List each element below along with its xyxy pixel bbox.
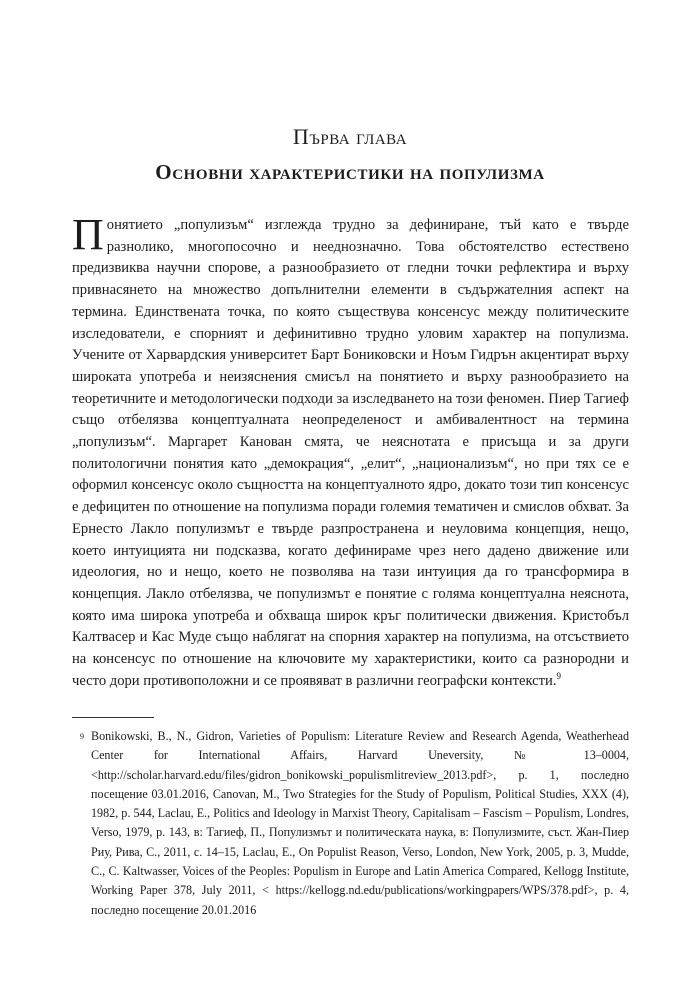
footnote-marker: 9 [80, 732, 84, 741]
footnote-text: Bonikowski, B., N., Gidron, Varieties of Populism: Literature Review and Research Agenda, Weatherhead Center for International Affairs, Harvard Uneversity, № 13–0004, <http://scholar.harvard.edu/files/gidron_bonikowski_populismlitreview_2013.pdf>, p. 1, последно посещение 03.01.2016, Canovan, M., Two Strategies for the Study of Populism, Political Studies, XXX (4), 1982, p. 544, Laclau, E., Politics and Ideology in Marxist Theory, Capitalisam – Fascism – Populism, Londres, Verso, 1979, p. 143, в: Тагиеф, П., Популизмът и политическата наука, в: Популизмите, съст. Жан-Пиер Риу, Рива, С., 2011, с. 14–15, Laclau, E., On Populist Reason, Verso, London, New York, 2005, p. 3, Mudde, C., C. Kaltwasser, Voices of the Peoples: Populism in Europe and Latin America Compared, Kellogg Institute, Working Paper 378, July 2011, < https://kellogg.nd.edu/publications/workingpapers/WPS/378.pdf>, p. 4, последно посещение 20.01.2016 [91, 729, 629, 917]
footnote-reference[interactable]: 9 [556, 670, 561, 681]
footnote [72, 727, 629, 920]
body-paragraph [72, 210, 629, 692]
chapter-number: Първа глава [292, 124, 408, 149]
drop-cap: П [72, 210, 104, 259]
body-text: онятието „популизъм“ изглежда трудно за дефиниране, тъй като е твърде разнолико, многопосочно и нееднозначно. Това обстоятелство естествено предизвиква научни спорове, а разнообразието от гледни точки рефлектира и върху привнасянето на множество допълнителни елементи в съдържателния аспект на термина. Единствената точка, по която съществува консенсус между политическите изследователи, е спорният и дефинитивно трудно уловим характер на популизма. Учените от Харвардския университет Барт Бониковски и Ноъм Гидрън акцентират върху широката употреба и неизяснения смисъл на понятието и върху разнообразието на теоретичните и методологически подходи за изследването на този феномен. Пиер Тагиеф също отбелязва концептуалната неопределеност и амбивалентност на термина „популизъм“. Маргарет Канован смята, че неяснотата е присъща и за други политологични понятия като „демокрация“, „елит“, „национализъм“, но при тях се е оформил консенсус около същността на концептуалното ядро, докато този тип консенсус е дефицитен по отношение на популизма поради големия тематичен и смислов обхват. За Ернесто Лакло популизмът е твърде разпространена и неуловима концепция, нещо, което интуицията ни подсказва, когато дефинираме чрез него дадено движение или идеология, но и нещо, което не позволява на тази интуиция да го трансформира в концепция. Лакло отбелязва, че популизмът е понятие с голяма концептуална неяснота, която има широка употреба и обхваща широк кръг политически движения. Кристобъл Калтвасер и Кас Муде също наблягат на спорния характер на популизма, на отсъствието на консенсус по отношение на ключовите му характеристики, които са разнородни и често дори противоположни и се проявяват в различни географски контексти. [72, 217, 629, 689]
chapter-title: Основни характеристики на популизма [155, 160, 545, 184]
footnote-separator [72, 717, 154, 718]
